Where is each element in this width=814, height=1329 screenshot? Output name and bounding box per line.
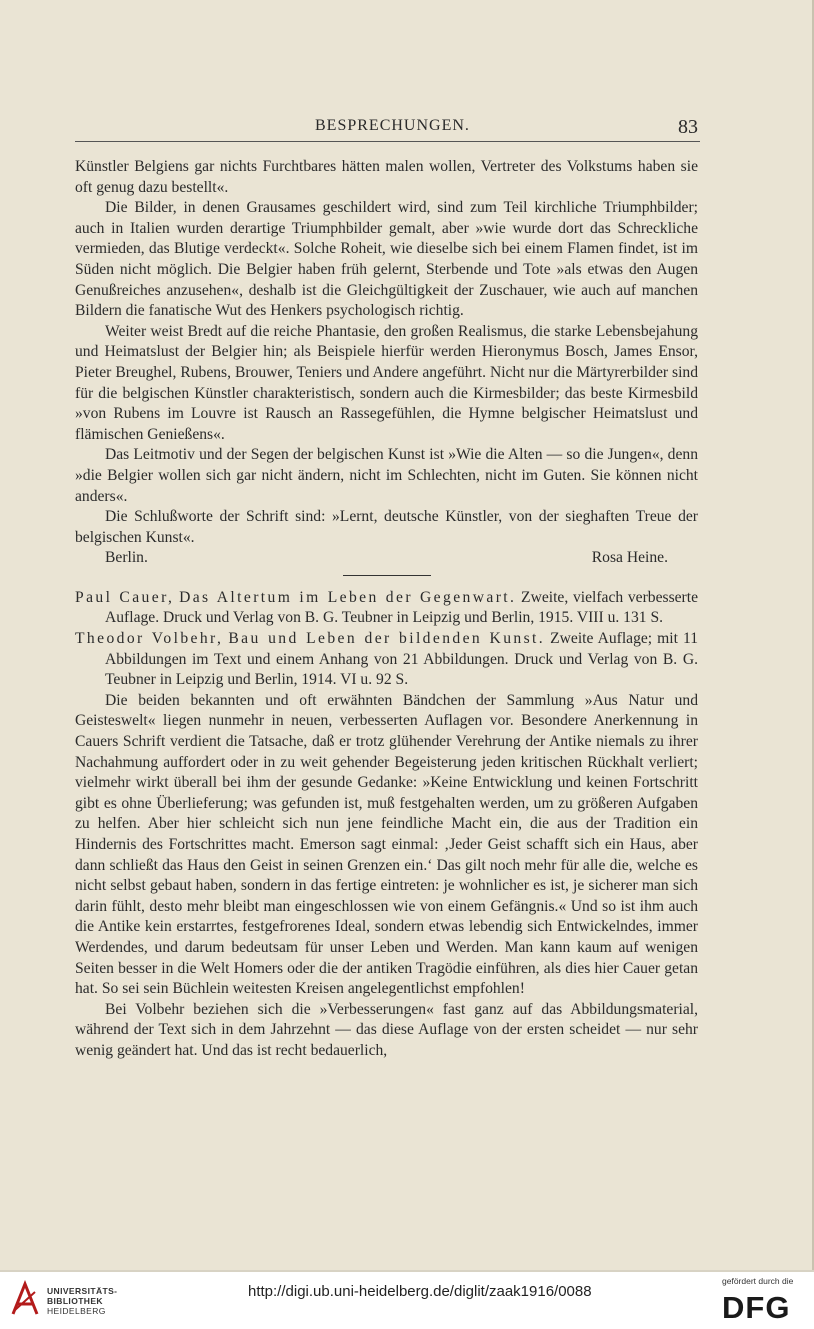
funded-by-label: gefördert durch die xyxy=(722,1276,794,1286)
review1-paragraph-2: Die Bilder, in denen Grausames geschildert wird, sind zum Teil kirchliche Triumphbilder; auch in Italien wurden derartige Triumphbilder gemalt, aber »wie wurde dort das Schreckliche vermieden, das Blutige verdeckt«. Solche Roheit, wie dieselbe sich bei einem Flamen findet, ist im Süden nicht möglich. Die Belgier haben früh gelernt, Sterbende und Tote »als etwas den Augen Genußreiches anzusehen«, deshalb ist die Gleichgültigkeit der Zuschauer, wie auch auf manchen Bildern die fanatische Wut des Henkers psychologisch richtig. xyxy=(75,199,698,320)
review1-paragraph-3: Weiter weist Bredt auf die reiche Phantasie, den großen Realismus, die starke Lebensbejahung und Heimatslust der Belgier hin; als Beispiele hierfür werden Hieronymus Bosch, James Ensor, Pieter Breughel, Rubens, Brouwer, Teniers und Andere angeführt. Nicht nur die Märtyrerbilder sind für die belgischen Künstler charakteristisch, sondern auch die Kirmesbilder; das beste Kirmesbild »von Rubens im Louvre ist Rausch an Rassegefühlen, die Hymne belgischer Heimatslust und flämischen Genießens«. xyxy=(75,322,698,443)
biblio-entry-2 xyxy=(75,629,698,691)
dfg-logo[interactable]: DFG xyxy=(722,1290,791,1325)
running-head: BESPRECHUNGEN. xyxy=(315,117,470,134)
section-separator xyxy=(343,575,431,576)
library-line-3: HEIDELBERG xyxy=(47,1306,106,1316)
permalink-url[interactable]: http://digi.ub.uni-heidelberg.de/diglit/zaak1916/0088 xyxy=(248,1283,592,1300)
review2-paragraph-1: Die beiden bekannten und oft erwähnten Bändchen der Sammlung »Aus Natur und Geisteswelt« liegen nunmehr in neuen, verbesserten Auflagen vor. Besondere Anerkennung in Cauers Schrift verdient die Tatsache, daß er trotz glühender Verehrung der Antike niemals zu ihrer Nachahmung auffordert oder in zu weit gehender Begeisterung jeden kritischen Rückhalt verliert; vielmehr wirkt überall bei ihm der gesunde Gedanke: »Keine Entwicklung und keinen Fortschritt gibt es ohne Überlieferung; was gefunden ist, muß festgehalten werden, um zu größeren Aufgaben zu helfen. Aber hier schleicht sich nun jene feindliche Macht ein, die aus der Tradition ein Hindernis des Fortschrittes macht. Emerson sagt einmal: ‚Jeder Geist schafft sich ein Haus, aber dann schließt das Haus den Geist in seinen Grenzen ein.‘ Das gilt noch mehr für alle die, welche es nicht selbst gebaut haben, sondern in das fertige eintreten: je wohnlicher es ist, je sicherer man sich darin fühlt, desto mehr bleibt man eingeschlossen wie von einem Gefängnis.« Und so ist ihm auch die Antike kein erstarrtes, festgefrorenes Ideal, sondern etwas lebendig sich Entwickelndes, immer Werdendes, und darum bedeutsam für unser Leben und Werden. Man kann kaum auf wenigen Seiten besser in die Welt Homers oder die der antiken Tragödie einführen, als dies hier Cauer getan hat. So sei sein Büchlein weitesten Kreisen angelegentlichst empfohlen! xyxy=(75,691,698,998)
university-library-name xyxy=(47,1286,117,1316)
review1-signature xyxy=(75,548,698,569)
biblio-entry-1-details: Zweite, vielfach verbesserte Auflage. Druck und Verlag von B. G. Teubner in Leipzig und Berlin, 1915. VIII u. 131 S. xyxy=(105,588,699,627)
biblio-entry-1 xyxy=(75,588,698,629)
university-library-logo-icon[interactable] xyxy=(9,1280,41,1322)
library-line-1: UNIVERSITÄTS- xyxy=(47,1286,118,1296)
review1-paragraph-1: Künstler Belgiens gar nichts Furchtbares hätten malen wollen, Vertreter des Volkstums haben sie oft genug dazu bestellt«. xyxy=(75,158,698,196)
biblio-entry-1-author: Paul Cauer, xyxy=(75,588,175,606)
body-text xyxy=(75,157,698,1062)
viewer-footer xyxy=(0,1272,814,1329)
review1-place: Berlin. xyxy=(105,549,148,567)
biblio-entry-2-details: Zweite Auflage; mit 11 Abbildungen im Text und einem Anhang von 21 Abbildungen. Druck und Verlag von B. G. Teubner in Leipzig und Berlin, 1914. VI u. 92 S. xyxy=(105,630,698,689)
header-rule xyxy=(75,141,700,142)
review1-author: Rosa Heine. xyxy=(591,549,668,567)
biblio-entry-2-title: Bau und Leben der bildenden Kunst. xyxy=(228,630,546,648)
biblio-entry-2-author: Theodor Volbehr, xyxy=(75,630,224,648)
page-number: 83 xyxy=(678,116,698,138)
review1-paragraph-4: Das Leitmotiv und der Segen der belgischen Kunst ist »Wie die Alten — so die Jungen«, denn »die Belgier wollen sich gar nicht ändern, nicht im Schlechten, nicht im Guten. Sie können nicht anders«. xyxy=(75,446,698,505)
review1-paragraph-5: Die Schlußworte der Schrift sind: »Lernt, deutsche Künstler, von der sieghaften Treue der belgischen Kunst«. xyxy=(75,508,698,546)
biblio-entry-1-title: Das Altertum im Leben der Gegenwart. xyxy=(179,588,517,606)
review2-paragraph-2: Bei Volbehr beziehen sich die »Verbesserungen« fast ganz auf das Abbildungsmaterial, während der Text sich in dem Jahrzehnt — das diese Auflage von der ersten scheidet — nur sehr wenig geändert hat. Und das ist recht bedauerlich, xyxy=(75,1000,698,1059)
library-line-2: BIBLIOTHEK xyxy=(47,1296,103,1306)
